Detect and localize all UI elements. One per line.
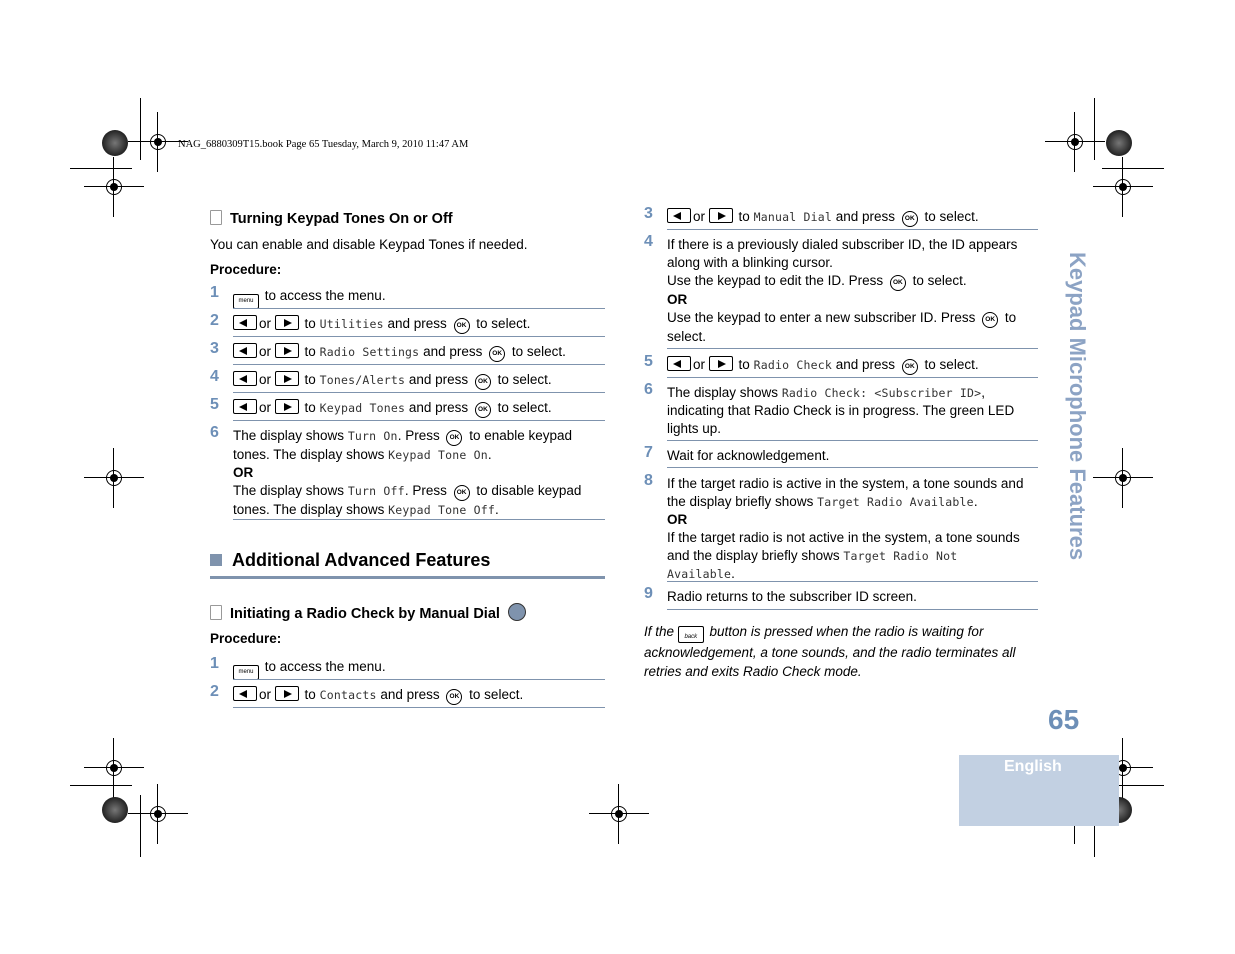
right-arrow-key-icon [709, 208, 733, 223]
section-heading-additional: Additional Advanced Features [210, 550, 490, 571]
ok-key-icon: OK [475, 402, 491, 418]
menu-key-icon: menu [233, 665, 259, 680]
right-arrow-key-icon [275, 686, 299, 701]
step-5: 5 or to Keypad Tones and press OK to select. [233, 399, 605, 418]
registration-mark [84, 448, 144, 508]
chapter-side-title: Keypad Microphone Features [1065, 252, 1090, 561]
step-9: 9 Radio returns to the subscriber ID screen. [667, 588, 1038, 606]
back-key-icon: back [678, 626, 704, 643]
menu-key-icon: menu [233, 294, 259, 309]
book-icon [210, 605, 222, 620]
left-arrow-key-icon [233, 686, 257, 701]
color-target [102, 130, 128, 156]
right-arrow-key-icon [275, 343, 299, 358]
ok-key-icon: OK [446, 430, 462, 446]
step-1: 1 menu to access the menu. [233, 658, 605, 680]
right-arrow-key-icon [709, 356, 733, 371]
step-8: 8 If the target radio is active in the system, a tone sounds and the display briefly shows Target Radio Available. OR If the target radio is not active in the system, a tone sounds and the display briefly shows Target Radio Not Available. [667, 475, 1038, 583]
step-3: 3 or to Manual Dial and press OK to select. [667, 208, 1038, 227]
ok-key-icon: OK [446, 689, 462, 705]
left-arrow-key-icon [233, 371, 257, 386]
page-number: 65 [1048, 704, 1080, 735]
left-arrow-key-icon [667, 208, 691, 223]
color-target [102, 797, 128, 823]
left-arrow-key-icon [233, 399, 257, 414]
color-target [1106, 130, 1132, 156]
right-arrow-key-icon [275, 315, 299, 330]
section-title-radio-check: Initiating a Radio Check by Manual Dial [210, 603, 526, 622]
ok-key-icon: OK [902, 211, 918, 227]
ok-key-icon: OK [890, 275, 906, 291]
registration-mark [1093, 157, 1153, 217]
step-4: 4 If there is a previously dialed subscriber ID, the ID appears along with a blinking cursor. Use the keypad to edit the ID. Press OK to select. OR Use the keypad to enter a new subscriber ID. Press OK to select. [667, 236, 1038, 346]
step-4: 4 or to Tones/Alerts and press OK to select. [233, 371, 605, 390]
ok-key-icon: OK [489, 346, 505, 362]
registration-mark [84, 157, 144, 217]
ok-key-icon: OK [982, 312, 998, 328]
microphone-feature-icon [508, 603, 526, 621]
left-arrow-key-icon [233, 315, 257, 330]
ok-key-icon: OK [454, 485, 470, 501]
ok-key-icon: OK [902, 359, 918, 375]
right-arrow-key-icon [275, 371, 299, 386]
procedure-label: Procedure: [210, 631, 282, 646]
step-7: 7 Wait for acknowledgement. [667, 447, 1038, 465]
step-1: 1 menu to access the menu. [233, 287, 605, 309]
registration-mark [1093, 448, 1153, 508]
section-title-keypad-tones: Turning Keypad Tones On or Off [210, 210, 453, 227]
step-6: 6 The display shows Turn On. Press OK to enable keypad tones. The display shows Keypad Tone On. OR The display shows Turn Off. Press OK to disable keypad tones. The display shows Keypad Tone Off. [233, 427, 605, 519]
left-arrow-key-icon [233, 343, 257, 358]
procedure-label: Procedure: [210, 262, 282, 277]
registration-mark [589, 784, 649, 844]
step-5: 5 or to Radio Check and press OK to select. [667, 356, 1038, 375]
section-rule [210, 576, 605, 579]
print-header: NAG_6880309T15.book Page 65 Tuesday, March 9, 2010 11:47 AM [178, 139, 469, 150]
ok-key-icon: OK [475, 374, 491, 390]
right-arrow-key-icon [275, 399, 299, 414]
ok-key-icon: OK [454, 318, 470, 334]
intro-text: You can enable and disable Keypad Tones if needed. [210, 237, 528, 252]
language-label: English [1004, 758, 1062, 775]
note-text: If the back button is pressed when the radio is waiting for acknowledgement, a tone sounds, and the radio terminates all retries and exits Radio Check mode. [644, 624, 1016, 679]
left-arrow-key-icon [667, 356, 691, 371]
book-icon [210, 210, 222, 225]
registration-mark [128, 784, 188, 844]
step-6: 6 The display shows Radio Check: <Subscriber ID>, indicating that Radio Check is in progress. The green LED lights up. [667, 384, 1038, 438]
step-2: 2 or to Contacts and press OK to select. [233, 686, 605, 705]
step-3: 3 or to Radio Settings and press OK to select. [233, 343, 605, 362]
step-2: 2 or to Utilities and press OK to select. [233, 315, 605, 334]
section-square-icon [210, 554, 222, 566]
